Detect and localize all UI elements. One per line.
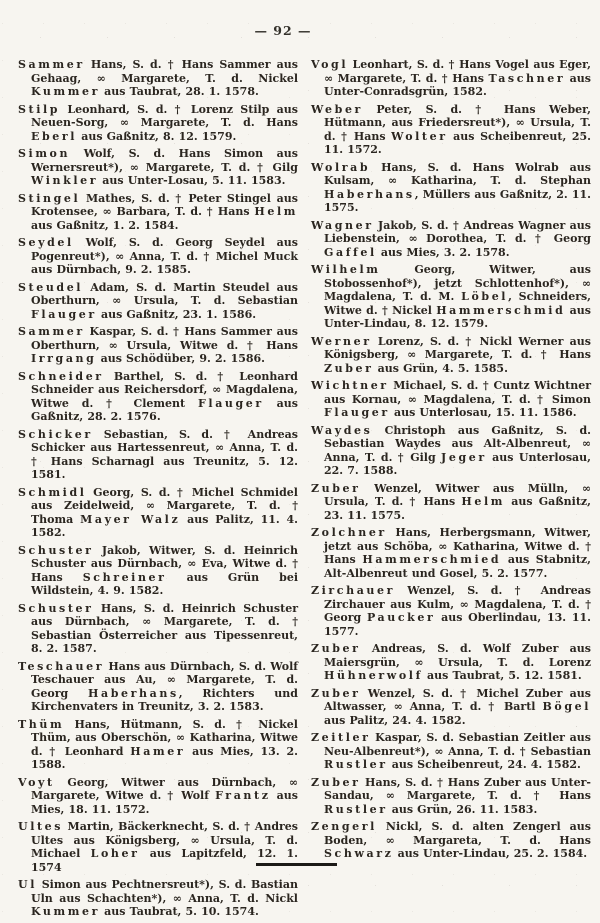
surname-spaced: Simon	[18, 147, 71, 160]
surname-spaced: Zirchauer	[311, 584, 396, 597]
surname-spaced: Wolrab	[311, 160, 371, 174]
entry-text: Kaspar, S. d. Sebastian Zeitler aus Neu-Albenreut*), ∞ Anna, T. d. † Sebastian	[324, 731, 591, 758]
register-entry	[18, 147, 298, 188]
surname-spaced: Schuster	[18, 601, 94, 615]
entry-text: Leonhard, S. d. † Lorenz Stilp aus Neuen-Sorg, ∞ Margarete, T. d. Hans	[31, 102, 298, 129]
register-entry	[311, 161, 591, 215]
register-entry	[18, 370, 298, 424]
surname-spaced: Flauger	[31, 307, 97, 321]
surname-spaced: Taschner	[488, 71, 566, 85]
register-entry	[18, 192, 298, 233]
entry-text: aus Unterlosau, 22. 7. 1588.	[324, 450, 591, 477]
surname-spaced: Schwarz	[324, 847, 394, 860]
surname-spaced: Schreiner	[82, 570, 167, 584]
entry-text: Barthel, S. d. † Leonhard Schneider aus Reichersdorf, ∞ Magdalena, Witwe d. † Clement	[31, 369, 298, 410]
surname-spaced: Zengerl	[311, 820, 377, 833]
entry-text: aus Gaßnitz, 23. 1. 1586.	[96, 307, 257, 321]
entry-text: , Schneiders, Witwe d. † Nickel	[324, 290, 592, 317]
surname-spaced: Winkler	[31, 174, 99, 187]
register-entry	[311, 335, 591, 376]
register-entry	[311, 379, 591, 420]
entry-text: aus Taubrat, 28. 1. 1578.	[100, 85, 259, 98]
surname-spaced: Voyt	[18, 775, 55, 789]
entry-text: Hans, S. d. Heinrich Schuster aus Dürnbach, ∞ Margarete, T. d. † Sebastian Österreicher aus Tipessenreut, 8. 2. 1587.	[31, 601, 298, 655]
entry-text: aus Taubrat, 5. 12. 1581.	[422, 669, 582, 682]
entry-text: aus Mies, 13. 2. 1588.	[31, 744, 298, 771]
surname-spaced: Schneider	[18, 369, 104, 383]
column-left	[18, 58, 298, 923]
entry-text: aus Grün bei Wildstein, 4. 9. 1582.	[31, 570, 299, 597]
section-divider-rule	[256, 863, 337, 866]
entry-text: Christoph aus Gaßnitz, S. d. Sebastian Waydes aus Alt-Albenreut, ∞ Anna, T. d. † Gilg	[324, 423, 591, 464]
surname-spaced: Kummer	[31, 905, 100, 918]
surname-spaced: Wilhelm	[311, 263, 381, 276]
entry-text: aus Mies, 18. 11. 1572.	[31, 789, 299, 816]
surname-spaced: Werner	[311, 334, 372, 348]
surname-spaced: Hammerschmied	[362, 553, 502, 566]
surname-spaced: Waydes	[311, 423, 373, 437]
register-entry	[311, 526, 591, 580]
entry-text: aus Palitz, 24. 4. 1582.	[324, 713, 466, 727]
entry-text: aus Lapitzfeld, 12. 1. 1574	[31, 847, 298, 874]
surname-spaced: Wolter	[391, 129, 448, 143]
surname-spaced: Haberhans	[88, 686, 179, 700]
entry-text: Hans, S. d. † Hans Zuber aus Unter-Sandau, ∞ Margarete, T. d. † Hans	[324, 775, 591, 802]
entry-text: aus Unterlosau, 15. 11. 1586.	[389, 406, 577, 419]
register-entry	[311, 584, 591, 638]
surname-spaced: Flauger	[198, 396, 264, 410]
surname-spaced: Jeger	[441, 450, 487, 464]
surname-spaced: Flauger	[324, 406, 390, 419]
entry-text: Jakob, S. d. † Andreas Wagner aus Liebenstein, ∞ Dorothea, T. d. † Georg	[324, 218, 591, 245]
surname-spaced: Zuber	[311, 775, 361, 789]
surname-spaced: Zeitler	[311, 731, 371, 744]
column-right	[311, 58, 591, 923]
entry-text: Lorenz, S. d. † Nickl Werner aus Königsberg, ∞ Margarete, T. d. † Hans	[324, 334, 591, 361]
register-entry	[18, 428, 298, 482]
surname-spaced: Eberl	[31, 129, 78, 143]
surname-spaced: Mayer Walz	[80, 512, 181, 526]
entry-text: Jakob, Witwer, S. d. Heinrich Schuster aus Dürnbach, ∞ Eva, Witwe d. † Hans	[31, 543, 298, 584]
surname-spaced: Steudel	[18, 280, 84, 294]
surname-spaced: Thüm	[18, 717, 65, 731]
entry-text: Mathes, S. d. † Peter Stingel aus Krotensee, ∞ Barbara, T. d. † Hans	[31, 191, 298, 218]
register-entry	[311, 58, 591, 99]
entry-text: Nickl, S. d. alten Zengerl aus Boden, ∞ Margareta, T. d. Hans	[324, 820, 591, 847]
entry-text: , Müllers aus Gaßnitz, 2. 11. 1575.	[324, 187, 591, 214]
surname-spaced: Hammerschmid	[436, 303, 566, 317]
entry-text: Hans aus Dürnbach, S. d. Wolf Teschauer aus Au, ∞ Margarete, T. d. Georg	[31, 659, 298, 700]
entry-text: aus Grün, 26. 11. 1583.	[387, 802, 538, 816]
register-entry	[18, 602, 298, 656]
register-entry	[18, 103, 298, 144]
surname-spaced: Vogl	[311, 58, 349, 71]
surname-spaced: Rustler	[324, 802, 388, 816]
register-entry	[18, 281, 298, 322]
entry-text: aus Gaßnitz, 28. 2. 1576.	[31, 396, 298, 423]
surname-spaced: Zuber	[311, 481, 361, 495]
entry-text: Wolf, S. d. Hans Simon aus Wernersreut*), ∞ Margarete, T. d. † Gilg	[31, 147, 298, 174]
register-entry	[18, 718, 298, 772]
register-entry	[18, 58, 298, 99]
surname-spaced: Ultes	[18, 820, 64, 833]
entry-text: aus Gaßnitz, 8. 12. 1579.	[77, 129, 237, 143]
entry-text: , Richters und Kirchenvaters in Treunitz, 3. 2. 1583.	[31, 686, 298, 713]
register-entry	[18, 236, 298, 277]
surname-spaced: Löbel	[461, 290, 509, 303]
register-entry	[18, 544, 298, 598]
surname-spaced: Gaffel	[324, 245, 377, 259]
entry-text: aus Scheibenreut, 24. 4. 1582.	[387, 758, 581, 771]
surname-spaced: Weber	[311, 102, 363, 116]
surname-spaced: Irrgang	[31, 352, 97, 365]
surname-spaced: Schuster	[18, 543, 94, 557]
surname-spaced: Schmidl	[18, 485, 87, 499]
scanned-register-page	[0, 23, 600, 918]
surname-spaced: Rustler	[324, 758, 388, 771]
entry-text: Hans, S. d. † Hans Sammer aus Gehaag, ∞ Margarete, T. d. Nickel	[31, 58, 298, 85]
entry-text: aus Schödüber, 9. 2. 1586.	[96, 352, 266, 365]
entry-text: Sebastian, S. d. † Andreas Schicker aus Hartessenreut, ∞ Anna, T. d. † Hans Scharnagl aus Treunitz, 5. 12. 1581.	[31, 427, 298, 481]
surname-spaced: Wichtner	[311, 379, 389, 392]
entry-text: aus Unter-Losau, 5. 11. 1583.	[98, 174, 286, 187]
entry-text: Leonhart, S. d. † Hans Vogel aus Eger, ∞ Margarete, T. d. † Hans	[324, 58, 591, 85]
register-entry	[18, 776, 298, 817]
entry-text: Hans, Herbergsmann, Witwer, jetzt aus Schöba, ∞ Katharina, Witwe d. † Hans	[324, 526, 591, 566]
register-entry	[18, 878, 298, 919]
surname-spaced: Hamer	[130, 744, 186, 758]
surname-spaced: Zuber	[324, 361, 374, 375]
register-entry	[311, 103, 591, 157]
entry-text: Wenzel, S. d. † Michel Zuber aus Altwasser, ∞ Anna, T. d. † Bartl	[324, 686, 591, 713]
register-entry	[311, 687, 591, 728]
entry-text: Georg, S. d. † Michel Schmidel aus Zeidelweid, ∞ Margarete, T. d. † Thoma	[31, 485, 298, 526]
page-number: — 92 —	[254, 23, 312, 38]
surname-spaced: Helm	[254, 205, 298, 218]
entry-text: Kaspar, S. d. † Hans Sammer aus Oberthurn, ∞ Ursula, Witwe d. † Hans	[31, 325, 298, 352]
text-columns	[0, 38, 600, 923]
entry-text: Georg, Witwer aus Dürnbach, ∞ Margarete, Witwe d. † Wolf	[31, 775, 298, 802]
entry-text: aus Scheibenreut, 25. 11. 1572.	[324, 129, 591, 156]
entry-text: aus Stabnitz, Alt-Albenreut und Gosel, 5. 2. 1577.	[324, 553, 591, 580]
entry-text: Hans, S. d. Hans Wolrab aus Kulsam, ∞ Katharina, T. d. Stephan	[324, 160, 591, 187]
surname-spaced: Wagner	[311, 218, 374, 232]
entry-text: aus Mies, 3. 2. 1578.	[376, 245, 510, 259]
entry-text: Georg, Witwer, aus Stobossenhof*), jetzt Schlottenhof*), ∞ Magdalena, T. d. M.	[324, 263, 591, 303]
surname-spaced: Bögel	[542, 700, 591, 713]
entry-text: Michael, S. d. † Cuntz Wichtner aus Kornau, ∞ Magdalena, T. d. † Simon	[324, 379, 591, 406]
surname-spaced: Sammer	[18, 58, 85, 71]
entry-text: Andreas, S. d. Wolf Zuber aus Maiersgrün, ∞ Ursula, T. d. Lorenz	[324, 642, 591, 669]
surname-spaced: Zolchner	[311, 526, 387, 539]
register-entry	[311, 776, 591, 817]
entry-text: Simon aus Pechtnersreut*), S. d. Bastian Uln aus Schachten*), ∞ Anna, T. d. Nickl	[31, 878, 298, 905]
entry-text: Wenzel, S. d. † Andreas Zirchauer aus Kulm, ∞ Magdalena, T. d. † Georg	[324, 584, 591, 624]
register-entry	[18, 660, 298, 714]
entry-text: Peter, S. d. † Hans Weber, Hütmann, aus Friedersreut*), ∞ Ursula, T. d. † Hans	[324, 102, 591, 143]
surname-spaced: Loher	[90, 847, 140, 860]
register-entry	[18, 325, 298, 366]
surname-spaced: Zuber	[311, 642, 361, 655]
surname-spaced: Ul	[18, 878, 37, 891]
surname-spaced: Stingel	[18, 191, 81, 205]
register-entry	[311, 482, 591, 523]
surname-spaced: Stilp	[18, 102, 61, 116]
entry-text: aus Taubrat, 5. 10. 1574.	[100, 905, 259, 918]
entry-text: Martin, Bäckerknecht, S. d. † Andres Ultes aus Königsberg, ∞ Ursula, T. d. Michael	[31, 820, 298, 860]
register-entry	[311, 263, 591, 331]
register-entry	[311, 424, 591, 478]
surname-spaced: Helm	[461, 495, 506, 508]
surname-spaced: Teschauer	[18, 659, 105, 673]
surname-spaced: Kummer	[31, 85, 100, 98]
surname-spaced: Paucker	[366, 611, 436, 624]
register-entry	[311, 219, 591, 260]
surname-spaced: Sammer	[18, 325, 85, 338]
surname-spaced: Haberhans	[324, 187, 415, 201]
surname-spaced: Frantz	[215, 789, 271, 802]
entry-text: aus Unter-Conradsgrün, 1582.	[324, 71, 591, 98]
entry-text: aus Unter-Lindau, 25. 2. 1584.	[393, 847, 588, 860]
register-entry	[311, 642, 591, 683]
register-entry	[311, 731, 591, 772]
entry-text: aus Gaßnitz, 23. 11. 1575.	[324, 495, 591, 522]
surname-spaced: Zuber	[311, 686, 361, 700]
entry-text: Wenzel, Witwer aus Mülln, ∞ Ursula, T. d. † Hans	[324, 481, 591, 508]
surname-spaced: Schicker	[18, 427, 93, 441]
entry-text: aus Palitz, 11. 4. 1582.	[31, 512, 299, 539]
register-entry	[311, 820, 591, 861]
entry-text: Hans, Hütmann, S. d. † Nickel Thüm, aus Oberschön, ∞ Katharina, Witwe d. † Leonhard	[31, 717, 298, 758]
register-entry	[18, 486, 298, 540]
entry-text: aus Unter-Lindau, 8. 12. 1579.	[324, 303, 591, 330]
entry-text: Wolf, S. d. Georg Seydel aus Pogenreut*), ∞ Anna, T. d. † Michel Muck aus Dürnbach, 9. 2. 1585.	[31, 236, 298, 276]
surname-spaced: Seydel	[18, 236, 74, 249]
surname-spaced: Hühnerwolf	[324, 669, 423, 682]
entry-text: aus Oberlindau, 13. 11. 1577.	[324, 611, 591, 638]
entry-text: Adam, S. d. Martin Steudel aus Oberthurn, ∞ Ursula, T. d. Sebastian	[31, 280, 298, 307]
entry-text: aus Gaßnitz, 1. 2. 1584.	[31, 218, 179, 232]
entry-text: aus Grün, 4. 5. 1585.	[373, 361, 508, 375]
